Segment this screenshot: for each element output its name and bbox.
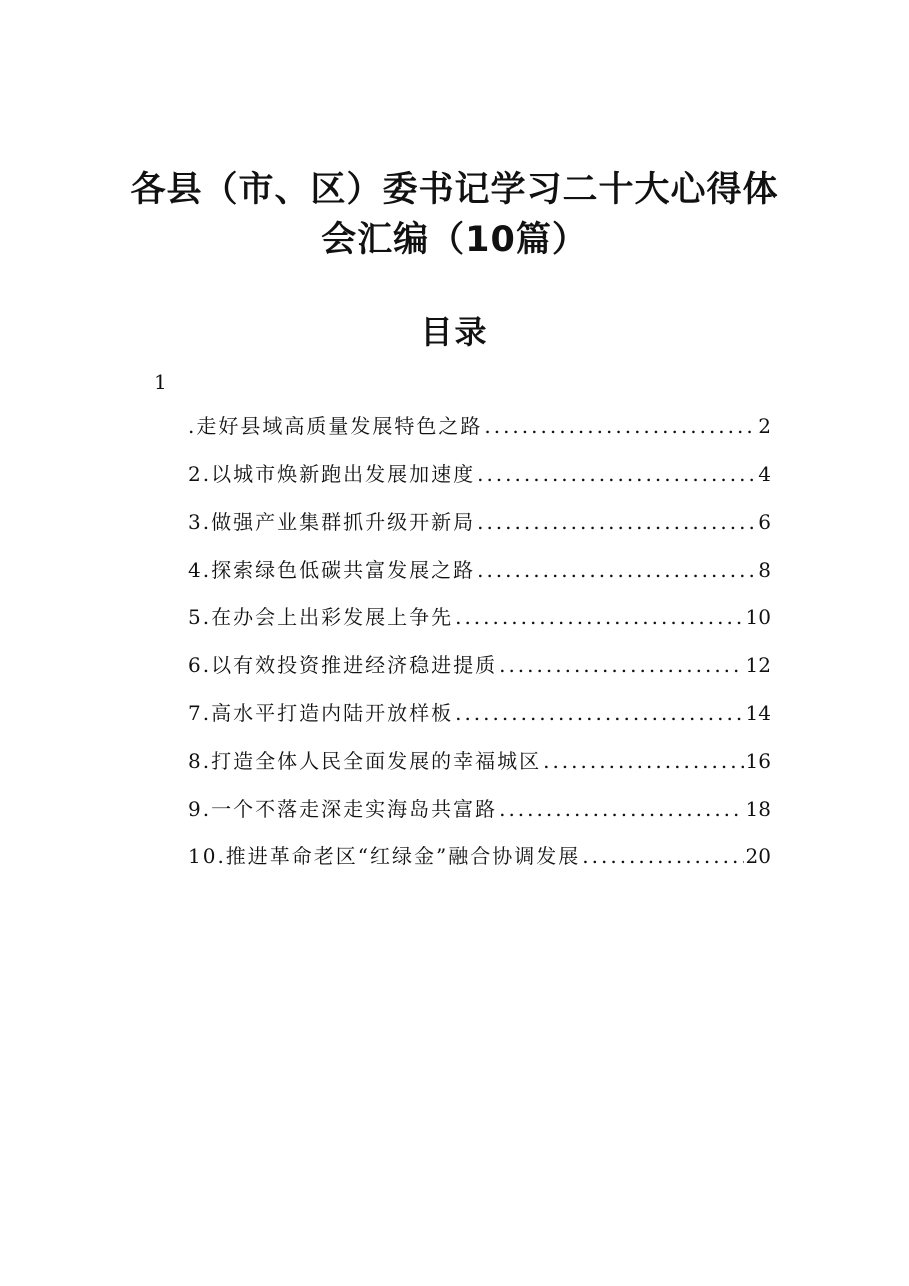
toc-leader-dots <box>499 647 743 683</box>
toc-entry[interactable] <box>188 504 771 540</box>
toc-entry-page: 14 <box>745 701 771 725</box>
toc-entry-page: 6 <box>758 510 771 534</box>
toc-entry[interactable] <box>188 743 771 779</box>
toc-entry-page: 8 <box>758 558 771 582</box>
toc-entry[interactable] <box>188 552 771 588</box>
document-title-line-1: 各县（市、区）委书记学习二十大心得体 <box>130 170 779 210</box>
toc-leader-dots <box>455 695 743 731</box>
toc-entry-title: 7.高水平打造内陆开放样板 <box>188 701 454 725</box>
toc-entry-page: 20 <box>745 844 771 868</box>
toc-leader-dots <box>477 552 756 588</box>
toc-entry[interactable] <box>188 647 771 683</box>
toc-leader-dots <box>582 838 743 874</box>
toc-entry[interactable] <box>188 408 771 444</box>
toc-leader-dots <box>477 504 756 540</box>
toc-entry-page: 18 <box>745 797 771 821</box>
document-title-line-2: 会汇编（10篇） <box>321 220 588 260</box>
toc-leader-dots <box>477 456 756 492</box>
toc-entry-title: 10.推进革命老区“红绿金”融合协调发展 <box>188 844 581 868</box>
toc-heading: 目录 <box>420 313 489 351</box>
toc-entry-title: 9.一个不落走深走实海岛共富路 <box>188 797 498 821</box>
toc-stray-number: 1 <box>154 370 167 394</box>
toc-entry-page: 12 <box>745 653 771 677</box>
toc-leader-dots <box>455 599 743 635</box>
toc-leader-dots <box>484 408 756 444</box>
toc-entry[interactable] <box>188 838 771 874</box>
toc-entry-title: 6.以有效投资推进经济稳进提质 <box>188 653 498 677</box>
toc-leader-dots <box>499 791 743 827</box>
toc-entry-title: 4.探索绿色低碳共富发展之路 <box>188 558 476 582</box>
toc-entry-title: 2.以城市焕新跑出发展加速度 <box>188 462 476 486</box>
toc-entry-title: .走好县域高质量发展特色之路 <box>188 414 483 438</box>
toc-entry[interactable] <box>188 695 771 731</box>
toc-entry[interactable] <box>188 599 771 635</box>
toc-entry[interactable] <box>188 791 771 827</box>
toc-entry-page: 16 <box>745 749 771 773</box>
toc-leader-dots <box>543 743 743 779</box>
toc-entry-page: 10 <box>745 605 771 629</box>
toc-entry-page: 4 <box>758 462 771 486</box>
toc-entry-title: 3.做强产业集群抓升级开新局 <box>188 510 476 534</box>
toc-entry-title: 8.打造全体人民全面发展的幸福城区 <box>188 749 542 773</box>
toc-entry-title: 5.在办会上出彩发展上争先 <box>188 605 454 629</box>
toc-entry[interactable] <box>188 456 771 492</box>
toc-entry-page: 2 <box>758 414 771 438</box>
